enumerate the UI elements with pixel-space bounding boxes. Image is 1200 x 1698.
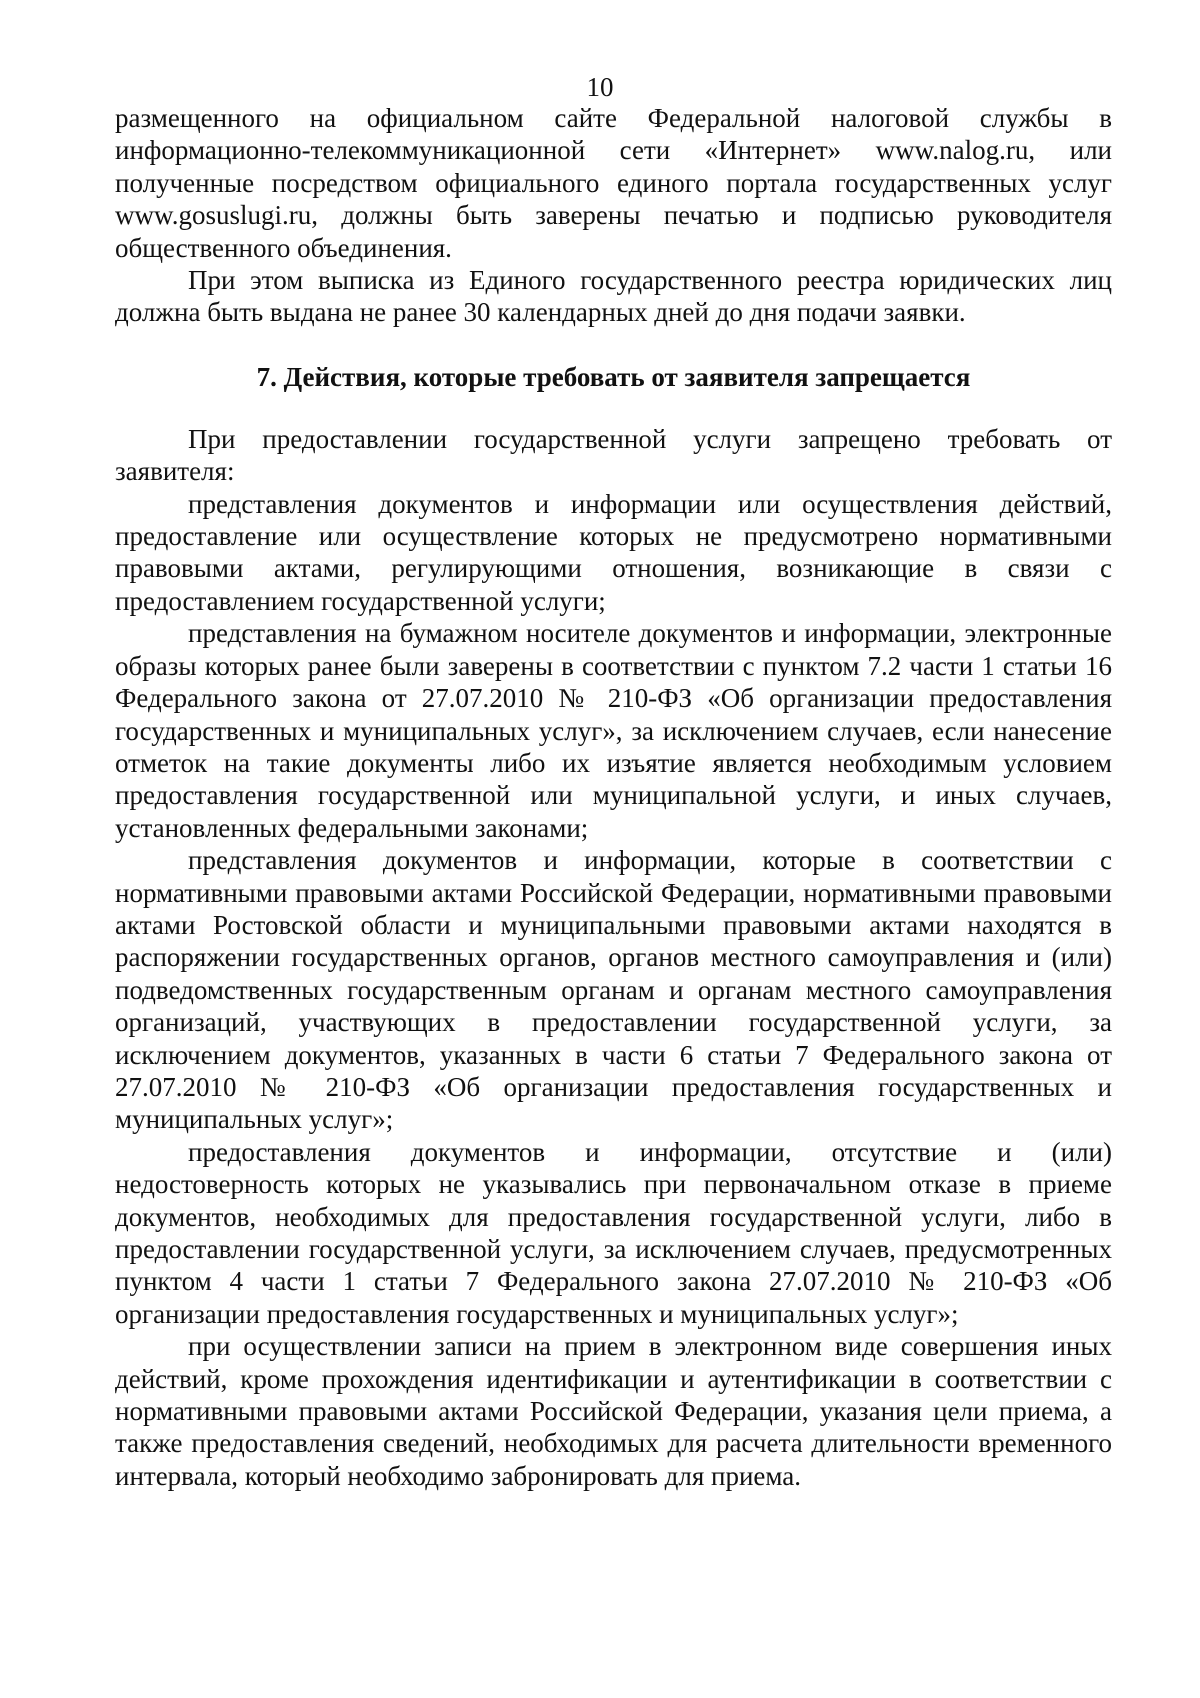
paragraph-prohibited-item: представления документов и информации, которые в соответствии с нормативными правовыми актами Российской Федерации, нормативными правовыми актами Ростовской области и муниципальными правовыми актами находятся в распоряжении государственных органов, органов местного самоуправления и (или) подведомственных государственным органам и органам местного самоуправления организаций, участвующих в предоставлении государственной услуги, за исключением документов, указанных в части 6 статьи 7 Федерального закона от 27.07.2010 № 210-ФЗ «Об организации предоставления государственных и муниципальных услуг»; [115,845,1112,1135]
page-number: 10 [586,72,614,102]
section-heading: 7. Действия, которые требовать от заявителя запрещается [256,361,971,392]
paragraph-extract-validity: При этом выписка из Единого государственного реестра юридических лиц должна быть выдана не ранее 30 календарных дней до дня подачи заявки. [115,265,1112,328]
paragraph-continuation: размещенного на официальном сайте Федеральной налоговой службы в информационно-телекоммуникационной сети «Интернет» www.nalog.ru, или полученные посредством официального единого портала государственных услуг www.gosuslugi.ru, должны быть заверены печатью и подписью руководителя общественного объединения. [115,103,1112,263]
paragraph-prohibited-item: предоставления документов и информации, отсутствие и (или) недостоверность которых не указывались при первоначальном отказе в приеме документов, необходимых для предоставления государственной услуги, либо в предоставлении государственной услуги, за исключением случаев, предусмотренных пунктом 4 части 1 статьи 7 Федерального закона 27.07.2010 № 210-ФЗ «Об организации предоставления государственных и муниципальных услуг»; [115,1136,1112,1329]
document-body [115,102,1112,1492]
paragraph-prohibition-intro: При предоставлении государственной услуги запрещено требовать от заявителя: [115,423,1112,487]
paragraph-prohibited-item: при осуществлении записи на прием в электронном виде совершения иных действий, кроме прохождения идентификации и аутентификации в соответствии с нормативными правовыми актами Российской Федерации, указания цели приема, а также предоставления сведений, необходимых для расчета длительности временного интервала, который необходимо забронировать для приема. [115,1331,1112,1491]
paragraph-prohibited-item: представления документов и информации или осуществления действий, предоставление или осуществление которых не предусмотрено нормативными правовыми актами, регулирующими отношения, возникающие в связи с предоставлением государственной услуги; [115,488,1112,616]
paragraph-prohibited-item: представления на бумажном носителе документов и информации, электронные образы которых ранее были заверены в соответствии с пунктом 7.2 части 1 статьи 16 Федерального закона от 27.07.2010 № 210-ФЗ «Об организации предоставления государственных и муниципальных услуг», за исключением случаев, если нанесение отметок на такие документы либо их изъятие является необходимым условием предоставления государственной или муниципальной услуги, и иных случаев, установленных федеральными законами; [115,618,1112,843]
